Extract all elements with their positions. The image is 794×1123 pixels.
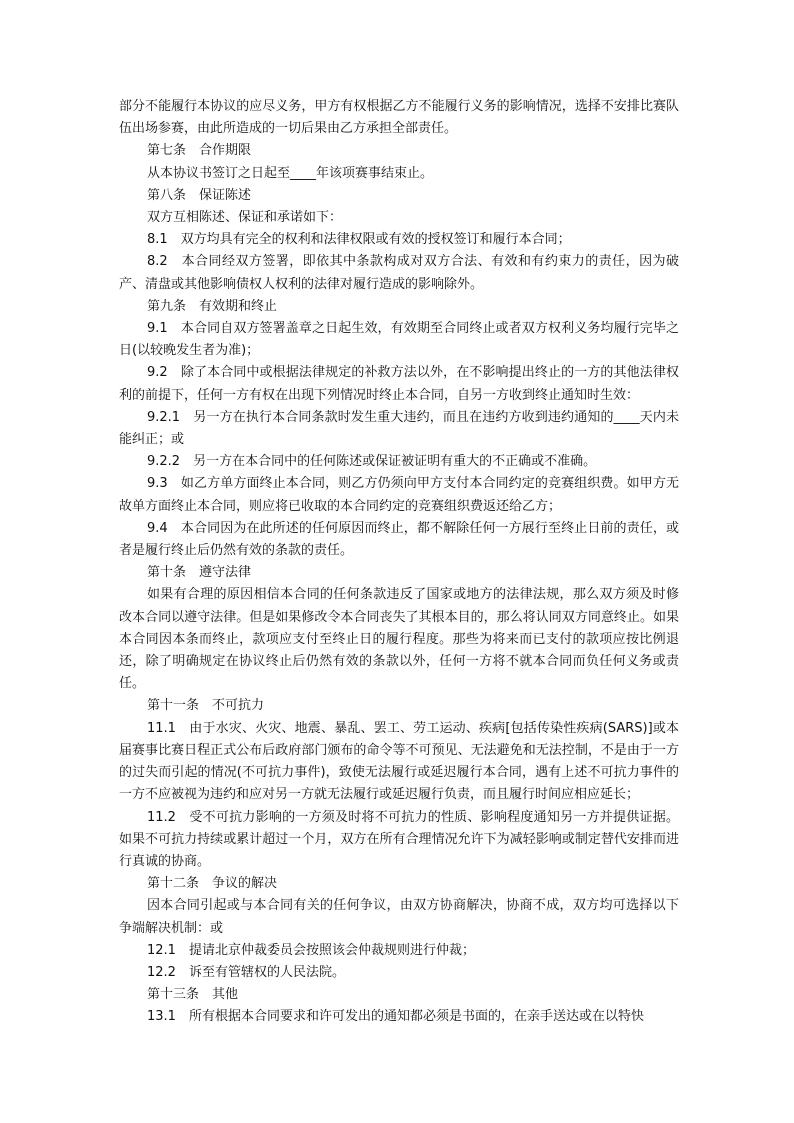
clause-9-3: 9.3 如乙方单方面终止本合同，则乙方仍须向甲方支付本合同约定的竞赛组织费。如甲方无故单方面终止本合同，则应将已收取的本合同约定的竞赛组织费返还给乙方； [119,476,679,514]
paragraph: 因本合同引起或与本合同有关的任何争议，由双方协商解决，协商不成，双方均可选择以下争端解决机制：或 [119,898,679,936]
heading-article-8: 第八条 保证陈述 [147,187,252,203]
clause-8-1: 8.1 双方均具有完全的权利和法律权限或有效的授权签订和履行本合同； [147,232,571,248]
document-body [119,96,679,1029]
clause-13-1: 13.1 所有根据本合同要求和许可发出的通知都必须是书面的，在亲手送达或在以特快 [147,1009,644,1025]
clause-11-1: 11.1 由于水灾、火灾、地震、暴乱、罢工、劳工运动、疾病[包括传染性疾病(SARS)]或本届赛事比赛日程正式公布后政府部门颁布的命令等不可预见、无法避免和无法控制，不是由于一方的过失而引起的情况(不可抗力事件)，致使无法履行或延迟履行本合同，遇有上述不可抗力事件的一方不应被视为违约和应对另一方就无法履行或延迟履行负责，而且履行时间应相应延长； [119,720,679,803]
clause-9-1: 9.1 本合同自双方签署盖章之日起生效，有效期至合同终止或者双方权利义务均履行完毕之日(以较晚发生者为准)； [119,321,679,359]
clause-12-2: 12.2 诉至有管辖权的人民法院。 [147,964,345,980]
heading-article-11: 第十一条 不可抗力 [147,698,265,714]
heading-article-10: 第十条 遵守法律 [147,565,252,581]
paragraph: 如果有合理的原因相信本合同的任何条款违反了国家或地方的法律法规，那么双方须及时修改本合同以遵守法律。但是如果修改令本合同丧失了其根本目的，那么将认同双方同意终止。如果本合同因本条而终止，款项应支付至终止日的履行程度。那些为将来而已支付的款项应按比例退还，除了明确规定在协议终止后仍然有效的条款以外，任何一方将不就本合同而负任何义务或责任。 [119,587,679,692]
paragraph: 从本协议书签订之日起至____年该项赛事结束止。 [147,165,434,181]
heading-article-13: 第十三条 其他 [147,987,239,1003]
heading-article-12: 第十二条 争议的解决 [147,876,278,892]
clause-11-2: 11.2 受不可抗力影响的一方须及时将不可抗力的性质、影响程度通知另一方并提供证据。如果不可抗力持续或累计超过一个月，双方在所有合理情况允许下为减轻影响或制定替代安排而进行真诚的协商。 [119,809,679,869]
clause-9-2-1: 9.2.1 另一方在执行本合同条款时发生重大违约，而且在违约方收到违约通知的____天内未能纠正；或 [119,409,679,448]
clause-12-1: 12.1 提请北京仲裁委员会按照该会仲裁规则进行仲裁； [147,942,475,958]
clause-9-2-2: 9.2.2 另一方在本合同中的任何陈述或保证被证明有重大的不正确或不准确。 [147,454,597,470]
clause-8-2: 8.2 本合同经双方签署，即依其中条款构成对双方合法、有效和有约束力的责任，因为破产、清盘或其他影响债权人权利的法律对履行造成的影响除外。 [119,254,679,292]
clause-9-4: 9.4 本合同因为在此所述的任何原因而终止，都不解除任何一方展行至终止日前的责任，或者是履行终止后仍然有效的条款的责任。 [119,520,679,559]
paragraph-continuation: 部分不能履行本协议的应尽义务，甲方有权根据乙方不能履行义务的影响情况，选择不安排比赛队伍出场参赛，由此所造成的一切后果由乙方承担全部责任。 [119,99,679,137]
heading-article-9: 第九条 有效期和终止 [147,298,278,314]
heading-article-7: 第七条 合作期限 [147,143,252,159]
paragraph: 双方互相陈述、保证和承诺如下： [147,210,343,226]
clause-9-2: 9.2 除了本合同中或根据法律规定的补救方法以外，在不影响提出终止的一方的其他法律权利的前提下，任何一方有权在出现下列情况时终止本合同，自另一方收到终止通知时生效： [119,365,679,403]
